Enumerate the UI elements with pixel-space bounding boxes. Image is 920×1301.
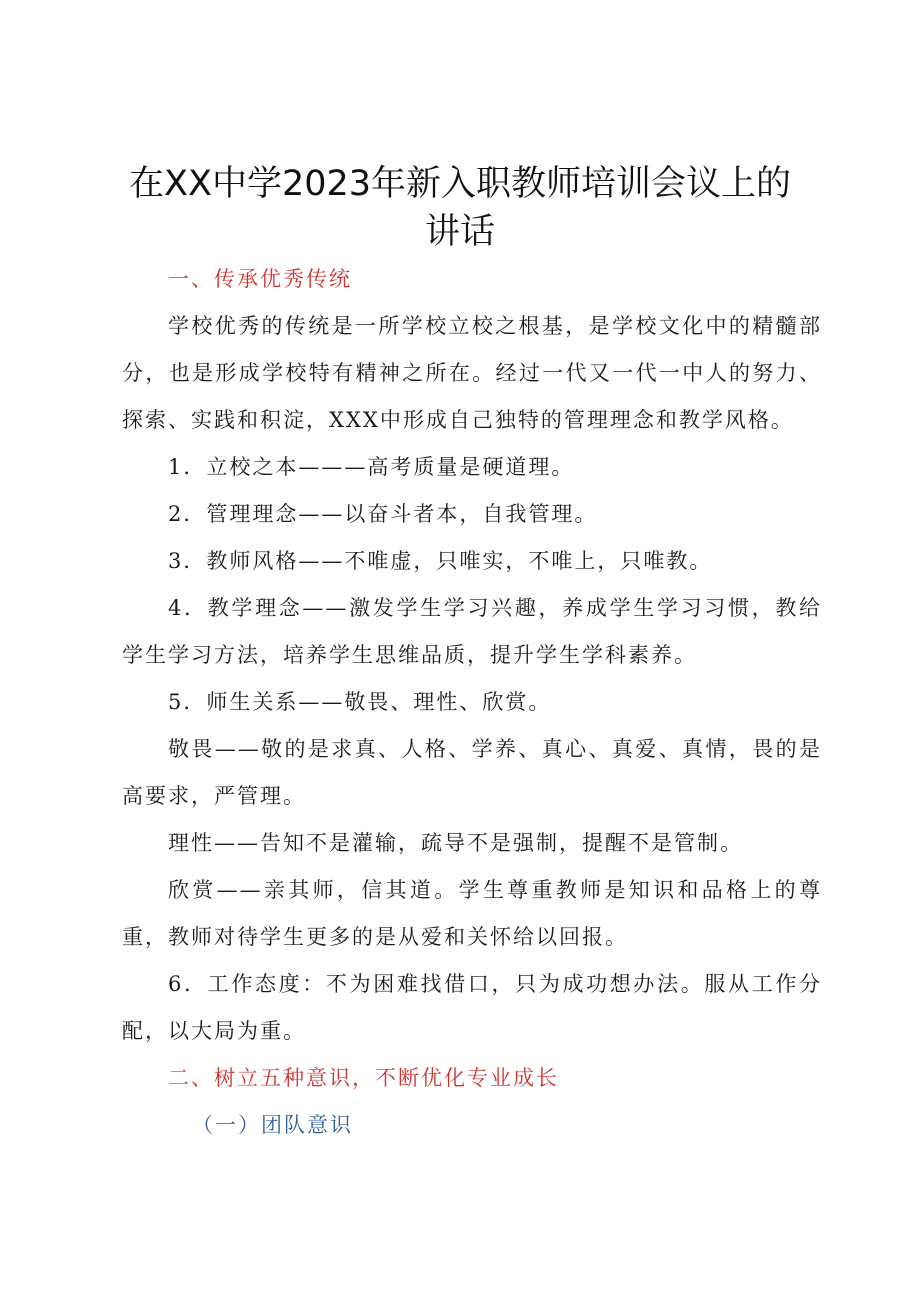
title-line-2: 讲话	[424, 212, 495, 252]
list-item: 6．工作态度：不为困难找借口，只为成功想办法。服从工作分配，以大局为重。	[122, 972, 822, 1043]
list-item: 4．教学理念——激发学生学习兴趣，养成学生学习习惯，教给学生学习方法，培养学生思维品质，提升学生学科素养。	[122, 596, 822, 667]
subsection-heading-1: （一）团队意识	[192, 1113, 353, 1137]
list-item: 3．教师风格——不唯虚，只唯实，不唯上，只唯教。	[168, 549, 713, 573]
title-line-1: 在XX中学2023年新入职教师培训会议上的	[128, 164, 792, 204]
document-body	[122, 256, 822, 1149]
appreciation-paragraph: 欣赏——亲其师，信其道。学生尊重教师是知识和品格上的尊重，教师对待学生更多的是从爱和关怀给以回报。	[122, 878, 822, 949]
list-item: 1．立校之本———高考质量是硬道理。	[168, 455, 575, 479]
intro-paragraph: 学校优秀的传统是一所学校立校之根基，是学校文化中的精髓部分，也是形成学校特有精神之所在。经过一代又一代一中人的努力、探索、实践和积淀，XXX中形成自己独特的管理理念和教学风格。	[122, 314, 822, 432]
section-heading-1: 一、传承优秀传统	[168, 267, 352, 291]
list-item: 5．师生关系——敬畏、理性、欣赏。	[168, 690, 552, 714]
page-title	[110, 160, 810, 256]
section-heading-2: 二、树立五种意识，不断优化专业成长	[168, 1066, 559, 1090]
rational-paragraph: 理性——告知不是灌输，疏导不是强制，提醒不是管制。	[168, 831, 743, 855]
respect-paragraph: 敬畏——敬的是求真、人格、学养、真心、真爱、真情，畏的是高要求，严管理。	[122, 737, 822, 808]
list-item: 2．管理理念——以奋斗者本，自我管理。	[168, 502, 598, 526]
